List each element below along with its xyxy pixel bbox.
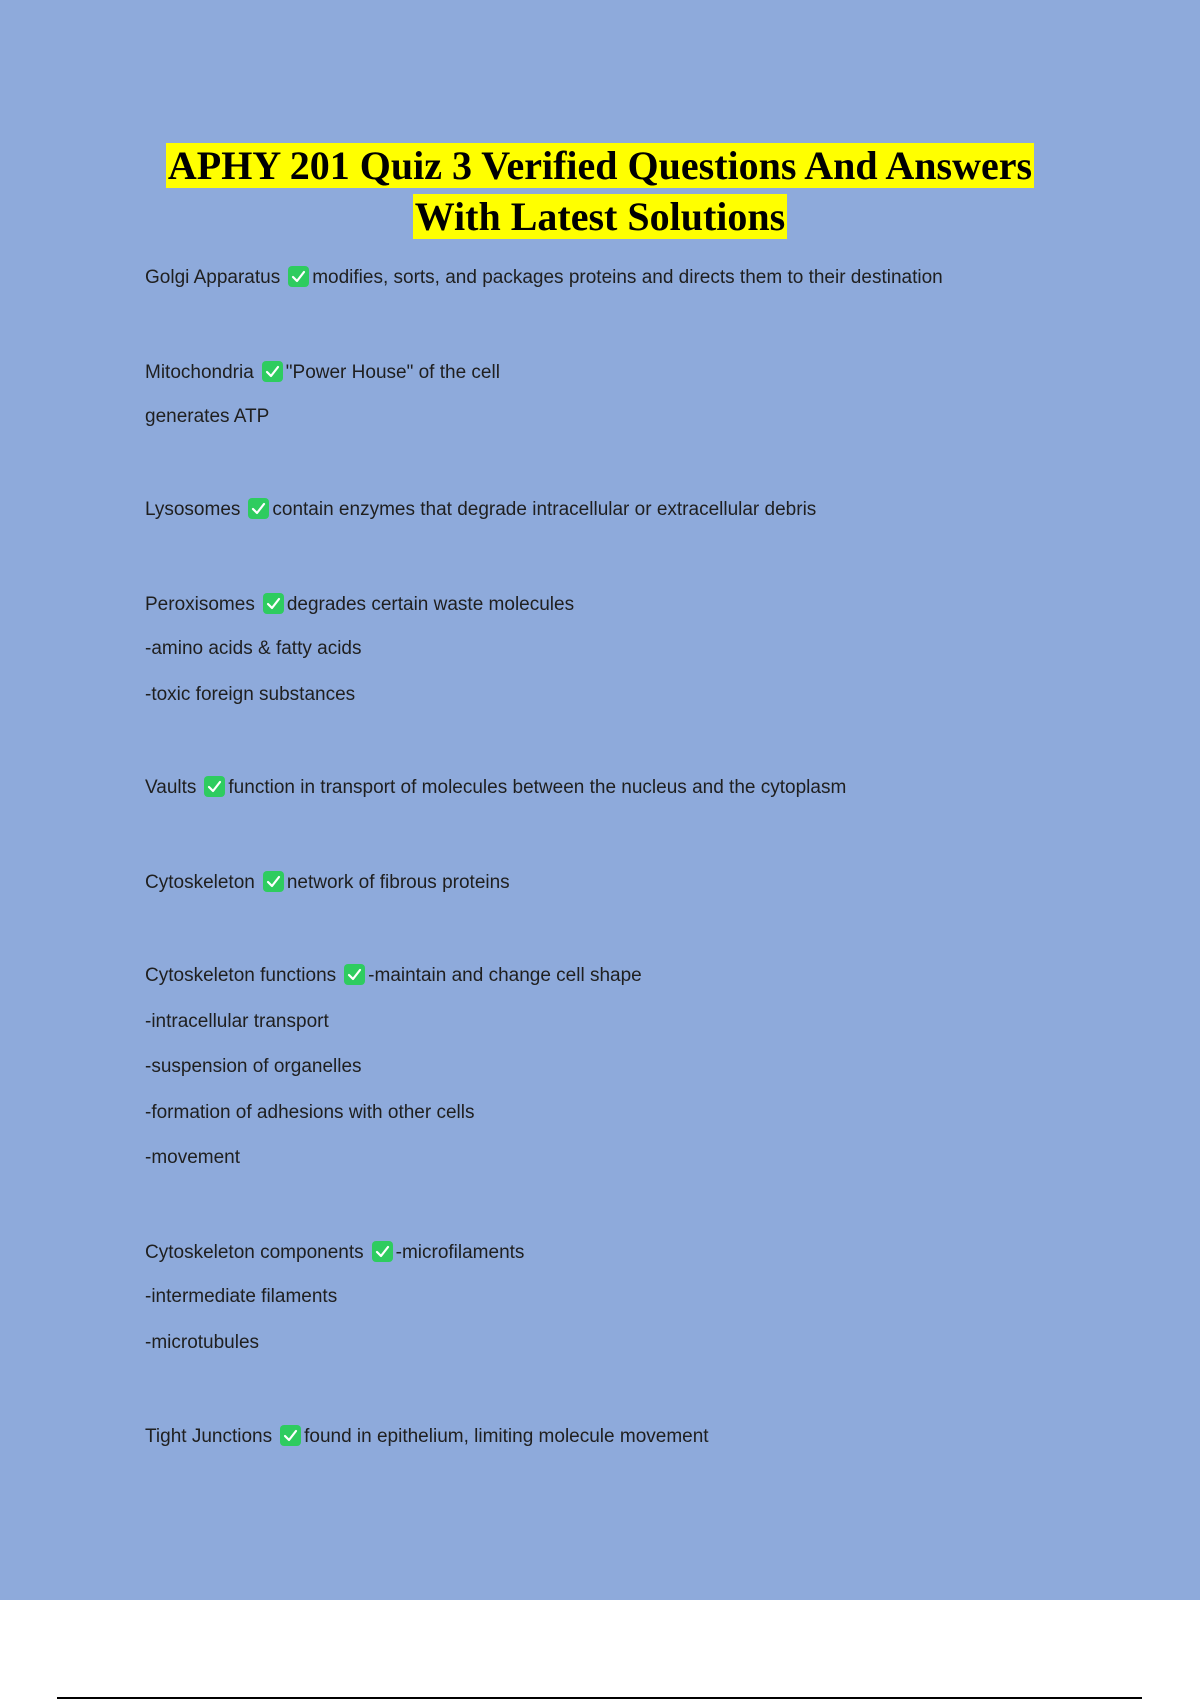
answer-continuation: -amino acids & fatty acids	[145, 638, 362, 659]
answer-continuation: -microtubules	[145, 1332, 260, 1353]
qa-entry-cytoskeleton-components	[145, 1240, 524, 1266]
answer-continuation: -movement	[145, 1147, 241, 1168]
check-mark-icon	[204, 776, 225, 797]
check-mark-icon	[288, 266, 309, 287]
check-mark-icon	[344, 964, 365, 985]
title-line-2: With Latest Solutions	[414, 194, 786, 239]
term: Cytoskeleton	[145, 872, 255, 893]
check-mark-icon	[248, 498, 269, 519]
answer-continuation: generates ATP	[145, 406, 270, 427]
page-title	[0, 140, 1200, 242]
check-mark-icon	[372, 1241, 393, 1262]
qa-entry-cytoskeleton	[145, 870, 510, 896]
qa-entry-peroxisomes	[145, 592, 574, 618]
qa-entry-cytoskeleton-functions	[145, 963, 642, 989]
qa-entry-golgi	[145, 265, 943, 291]
answer: "Power House" of the cell	[285, 362, 500, 383]
answer: -microfilaments	[395, 1242, 525, 1263]
term: Golgi Apparatus	[145, 267, 281, 288]
footer-divider	[57, 1697, 1142, 1699]
qa-entry-vaults	[145, 775, 846, 801]
answer: function in transport of molecules between the nucleus and the cytoplasm	[228, 777, 847, 798]
qa-entry-tight-junctions	[145, 1424, 709, 1450]
check-mark-icon	[280, 1425, 301, 1446]
term: Lysosomes	[145, 499, 241, 520]
answer: degrades certain waste molecules	[286, 594, 575, 615]
answer: found in epithelium, limiting molecule movement	[304, 1426, 709, 1447]
term: Vaults	[145, 777, 197, 798]
term: Cytoskeleton components	[145, 1242, 364, 1263]
answer-continuation: -intermediate filaments	[145, 1286, 338, 1307]
answer: -maintain and change cell shape	[368, 965, 642, 986]
answer-continuation: -toxic foreign substances	[145, 684, 356, 705]
check-mark-icon	[263, 593, 284, 614]
check-mark-icon	[262, 361, 283, 382]
answer-continuation: -suspension of organelles	[145, 1056, 362, 1077]
term: Tight Junctions	[145, 1426, 273, 1447]
answer: contain enzymes that degrade intracellular or extracellular debris	[272, 499, 817, 520]
qa-entry-mitochondria	[145, 360, 500, 386]
term: Cytoskeleton functions	[145, 965, 337, 986]
term: Mitochondria	[145, 362, 254, 383]
answer: modifies, sorts, and packages proteins and directs them to their destination	[312, 267, 943, 288]
answer-continuation: -formation of adhesions with other cells	[145, 1102, 475, 1123]
answer-continuation: -intracellular transport	[145, 1011, 329, 1032]
term: Peroxisomes	[145, 594, 255, 615]
qa-entry-lysosomes	[145, 497, 816, 523]
check-mark-icon	[263, 871, 284, 892]
title-line-1: APHY 201 Quiz 3 Verified Questions And Answers	[167, 143, 1033, 188]
answer: network of fibrous proteins	[286, 872, 510, 893]
